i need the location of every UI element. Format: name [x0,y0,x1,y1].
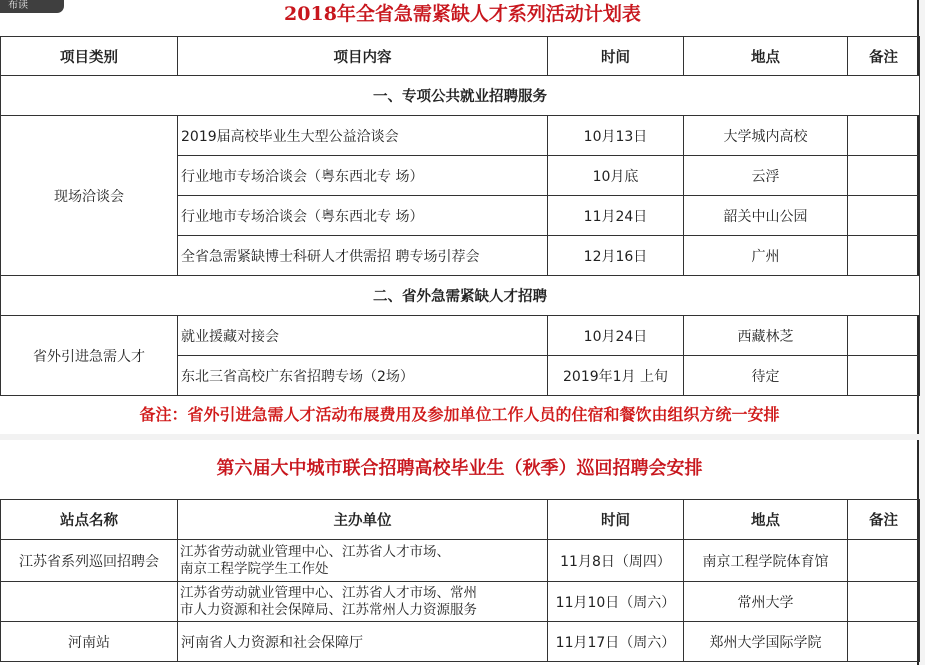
row-remark [848,582,920,622]
plan-note: 备注：省外引进急需人才活动布展费用及参加单位工作人员的住宿和餐饮由组织方统一安排 [139,405,780,424]
row-time: 11月24日 [548,196,684,236]
station-name: 江苏省系列巡回招聘会 [1,540,178,582]
header-remark: 备注 [848,500,920,540]
organizer [178,582,548,622]
header-organizer: 主办单位 [178,500,548,540]
row-remark [848,356,920,396]
row-place: 南京工程学院体育馆 [684,540,848,582]
station-name [1,582,178,622]
organizer: 河南省人力资源和社会保障厅 [178,622,548,662]
row-time: 11月8日（周四） [548,540,684,582]
header-time: 时间 [548,37,684,76]
header-station: 站点名称 [1,500,178,540]
plan-title: 2018年全省急需紧缺人才系列活动计划表 [284,3,641,25]
row-time: 11月17日（周六） [548,622,684,662]
organizer [178,540,548,582]
organizer-line: 市人力资源和社会保障局、江苏常州人力资源服务 [180,601,477,618]
row-remark [848,316,920,356]
row-place: 西藏林芝 [684,316,848,356]
section-1-title: 一、专项公共就业招聘服务 [1,76,920,116]
section-row [1,276,920,316]
tour-table [0,499,920,662]
row-time: 11月10日（周六） [548,582,684,622]
header-place: 地点 [684,500,848,540]
row-place: 韶关中山公园 [684,196,848,236]
organizer-line: 江苏省劳动就业管理中心、江苏省人才市场、常州 [180,584,477,601]
row-time: 10月24日 [548,316,684,356]
table-row [1,622,920,662]
row-content: 就业援藏对接会 [178,316,548,356]
organizer-line: 江苏省劳动就业管理中心、江苏省人才市场、 [180,543,450,560]
row-content: 全省急需紧缺博士科研人才供需招 聘专场引荐会 [178,236,548,276]
header-content: 项目内容 [178,37,548,76]
plan-table [0,36,920,396]
station-name: 河南站 [1,622,178,662]
header-remark: 备注 [848,37,920,76]
table-row [1,116,920,156]
row-content: 2019届高校毕业生大型公益洽谈会 [178,116,548,156]
section-2-title: 二、省外急需紧缺人才招聘 [1,276,920,316]
tour-title: 第六届大中城市联合招聘高校毕业生（秋季）巡回招聘会安排 [216,458,703,479]
row-place: 郑州大学国际学院 [684,622,848,662]
row-content: 东北三省高校广东省招聘专场（2场） [178,356,548,396]
header-category: 项目类别 [1,37,178,76]
tour-header-row [1,500,920,540]
table-row [1,582,920,622]
row-place: 广州 [684,236,848,276]
row-remark [848,622,920,662]
row-remark [848,540,920,582]
row-remark [848,116,920,156]
row-time: 10月底 [548,156,684,196]
header-time: 时间 [548,500,684,540]
row-place: 常州大学 [684,582,848,622]
table-row [1,316,920,356]
row-remark [848,156,920,196]
section-row [1,76,920,116]
header-place: 地点 [684,37,848,76]
row-remark [848,196,920,236]
row-content: 行业地市专场洽谈会（粤东西北专 场） [178,196,548,236]
row-remark [848,236,920,276]
row-time: 2019年1月 上旬 [548,356,684,396]
window-tab[interactable]: 布读 [0,0,64,13]
row-time: 12月16日 [548,236,684,276]
plan-header-row [1,37,920,76]
organizer-line: 南京工程学院学生工作处 [180,560,329,577]
row-time: 10月13日 [548,116,684,156]
group-2-label: 省外引进急需人才 [1,316,178,396]
row-place: 待定 [684,356,848,396]
row-place: 云浮 [684,156,848,196]
row-content: 行业地市专场洽谈会（粤东西北专 场） [178,156,548,196]
row-place: 大学城内高校 [684,116,848,156]
group-1-label: 现场洽谈会 [1,116,178,276]
table-row [1,540,920,582]
